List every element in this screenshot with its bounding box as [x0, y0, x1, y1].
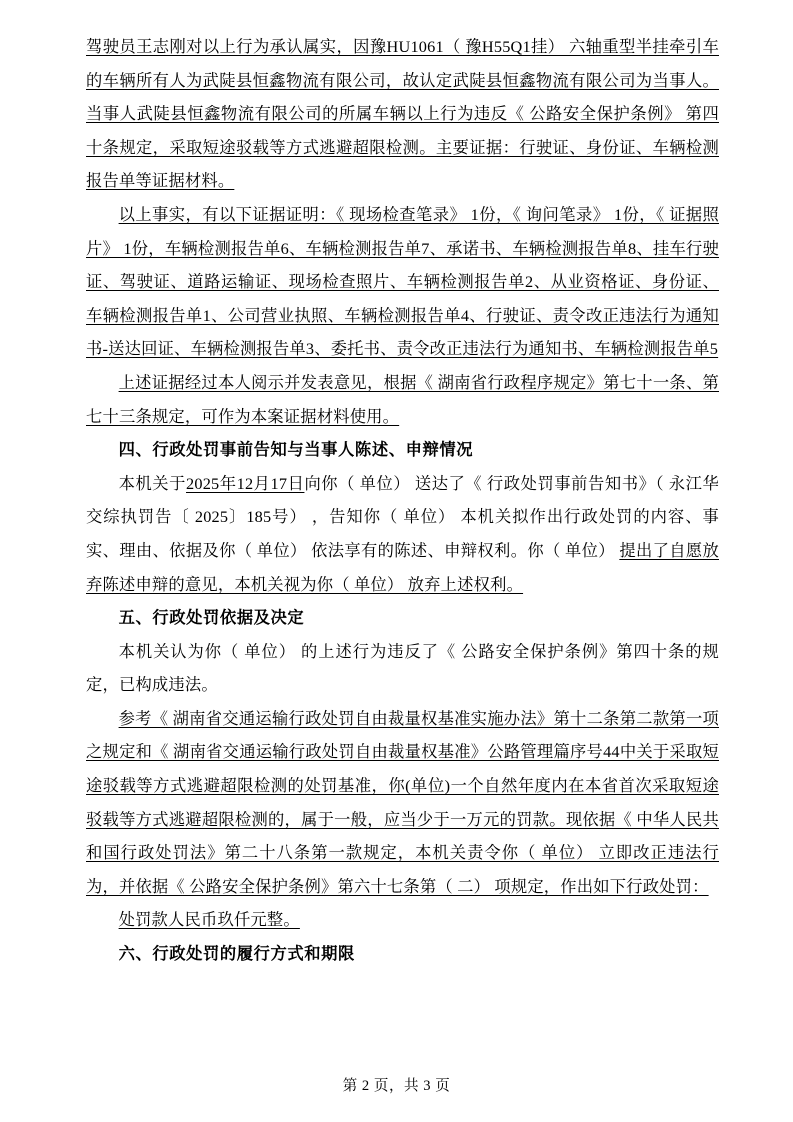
paragraph-facts-continuation: 驾驶员王志刚对以上行为承认属实，因豫HU1061（ 豫H55Q1挂） 六轴重型半挂牵引车的车辆所有人为武陡县恒鑫物流有限公司，故认定武陡县恒鑫物流有限公司为当事人。当事人武陡县恒鑫物流有限公司的所属车辆以上行为违反《 公路安全保护条例》 第四十条规定，采取短途驳载等方式逃避超限检测。主要证据：行驶证、身份证、车辆检测报告单等证据材料。 — [86, 37, 719, 191]
document-body — [86, 30, 719, 971]
paragraph-evidence-list: 以上事实，有以下证据证明：《 现场检查笔录》 1份，《 询问笔录》 1份，《 证据照片》 1份，车辆检测报告单6、车辆检测报告单7、承诺书、车辆检测报告单8、挂车行驶证、驾驶证、道路运输证、现场检查照片、车辆检测报告单2、从业资格证、身份证、车辆检测报告单1、公司营业执照、车辆检测报告单4、行驶证、责令改正违法行为通知书-送达回证、车辆检测报告单3、委托书、责令改正违法行为通知书、车辆检测报告单5 — [86, 204, 719, 359]
page-footer: 第 2 页，共 3 页 — [342, 1078, 451, 1094]
paragraph-evidence-confirm: 上述证据经过本人阅示并发表意见，根据《 湖南省行政程序规定》第七十一条、第七十三条规定，可作为本案证据材料使用。 — [86, 372, 719, 426]
prior-notice-date: 2025年12月17日 — [186, 473, 305, 493]
paragraph-prior-notice — [86, 467, 719, 601]
paragraph-fine-amount: 处罚款人民币玖仟元整。 — [118, 910, 300, 930]
section-heading-five: 五、行政处罚依据及决定 — [118, 608, 305, 628]
paragraph-discretion-basis: 参考《 湖南省交通运输行政处罚自由裁量权基准实施办法》第十二条第二款第一项之规定和《 湖南省交通运输行政处罚自由裁量权基准》公路管理篇序号44中关于采取短途驳载等方式逃避超限检测的处罚基准，你(单位)一个自然年度内在本省首次采取短途驳载等方式逃避超限检测的，属于一般，应当少于一万元的罚款。现依据《 中华人民共和国行政处罚法》第二十八条第一款规定，本机关责令你（ 单位） 立即改正违法行为，并依据《 公路安全保护条例》第六十七条第（ 二） 项规定，作出如下行政处罚： — [86, 708, 719, 896]
prior-notice-run-1: 本机关于 — [118, 473, 187, 493]
section-heading-four: 四、行政处罚事前告知与当事人陈述、申辩情况 — [118, 440, 474, 460]
section-heading-six: 六、行政处罚的履行方式和期限 — [118, 944, 355, 964]
paragraph-decision-basis: 本机关认为你（ 单位） 的上述行为违反了《 公路安全保护条例》第四十条的规定，已构成违法。 — [86, 641, 719, 695]
prior-notice-waiver: 提出了自愿放弃陈述申辩的意见，本机关视为你（ 单位） 放弃上述权利。 — [86, 540, 719, 594]
prior-notice-run-3: 向你（ 单位） 送达了《 行政处罚事前告知书》（ 永江华交综执罚告〔 2025〕185号） ，告知你（ 单位） 本机关拟作出行政处罚的内容、事实、理由、依据及你（ 单位） 依法享有的陈述、申辩权利。你（ 单位） — [86, 473, 719, 560]
